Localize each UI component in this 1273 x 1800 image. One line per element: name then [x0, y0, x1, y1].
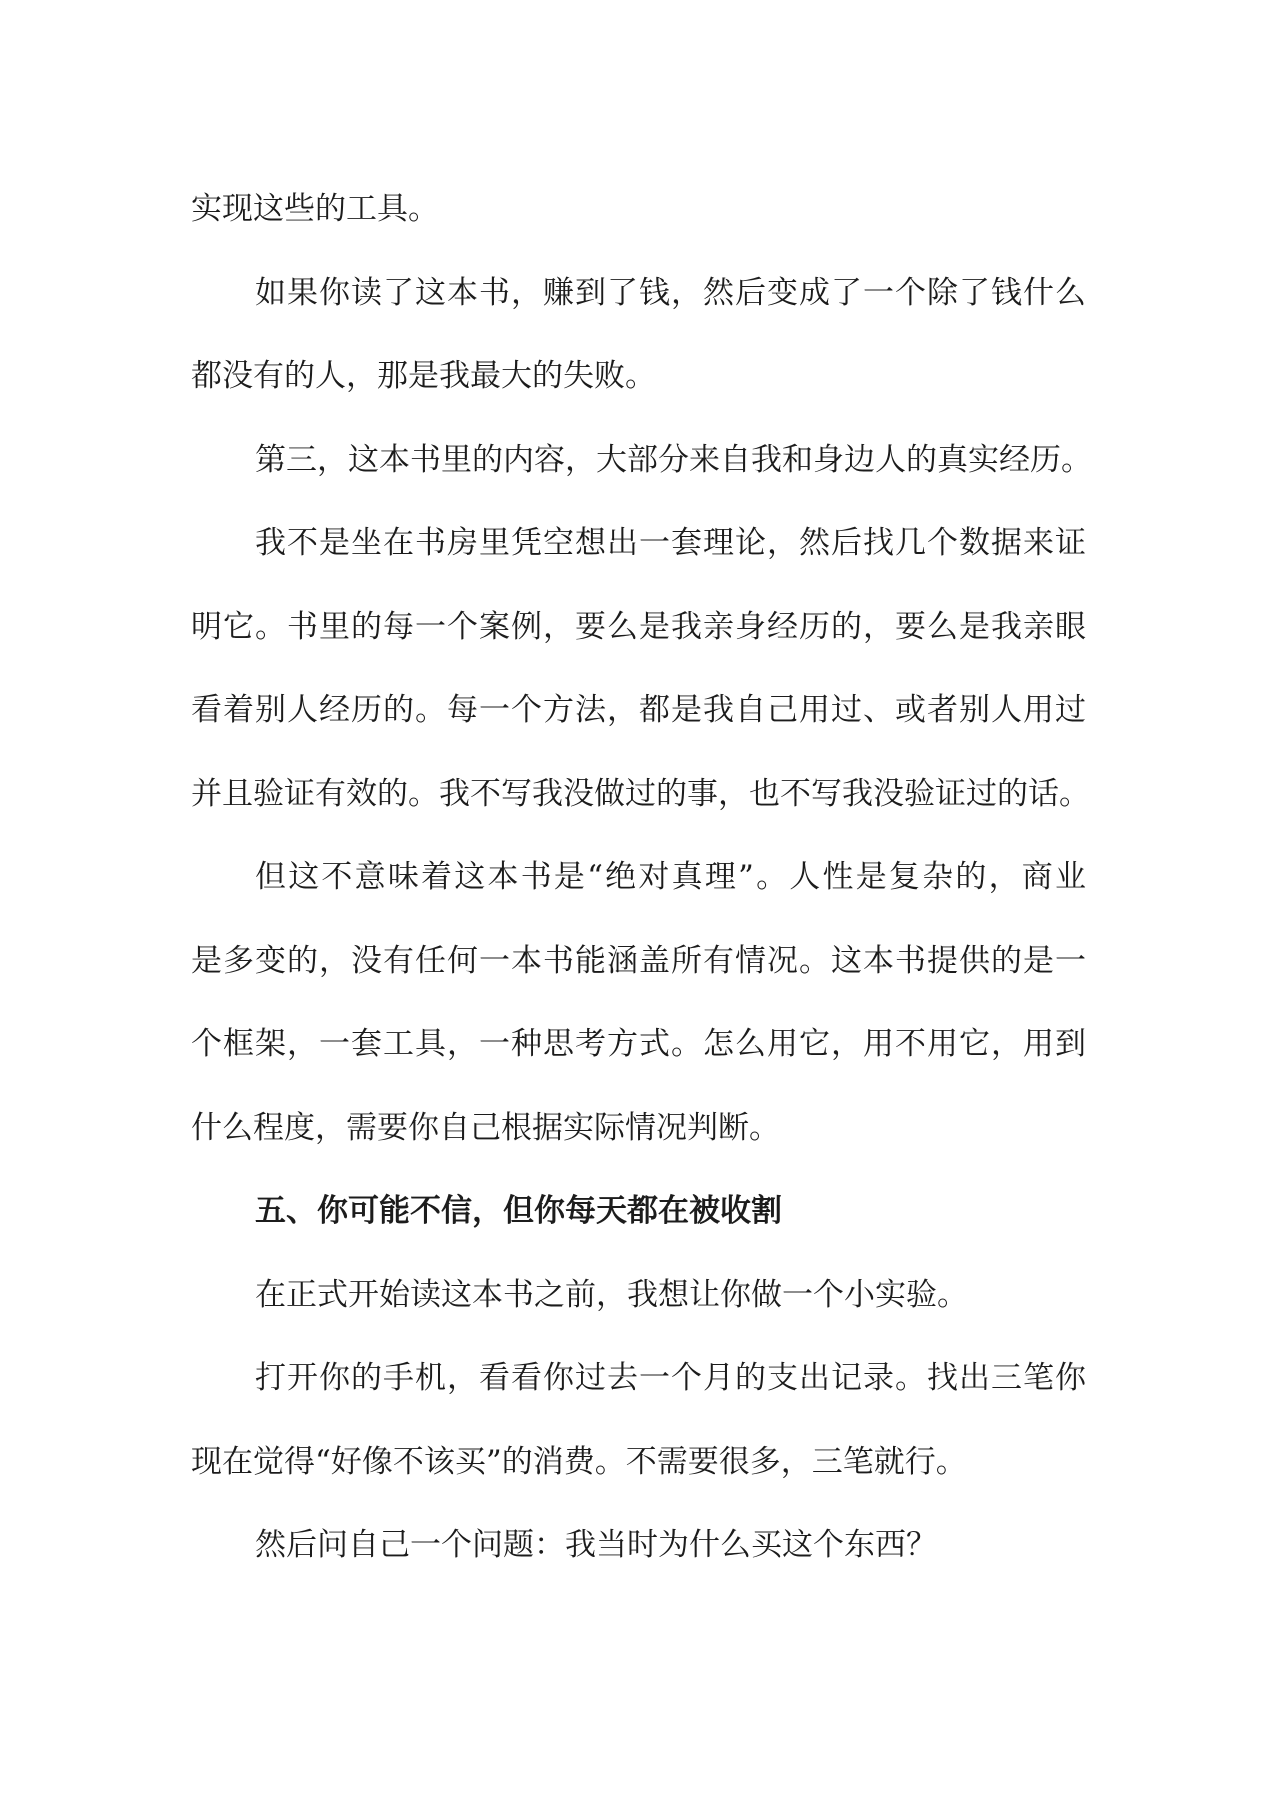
text-line: 是多变的，没有任何一本书能涵盖所有情况。这本书提供的是一 — [191, 942, 1086, 979]
text-line: 并且验证有效的。我不写我没做过的事，也不写我没验证过的话。 — [191, 775, 1090, 812]
paragraph-continuation — [191, 168, 1086, 252]
document-body — [191, 168, 1092, 1588]
text-line: 都没有的人，那是我最大的失败。 — [191, 358, 656, 394]
text-line: 实现这些的工具。 — [191, 191, 439, 227]
text-line: 个框架，一套工具，一种思考方式。怎么用它，用不用它，用到 — [191, 1026, 1086, 1062]
text-line: 但这不意味着这本书是“绝对真理”。人性是复杂的，商业 — [255, 859, 1086, 895]
paragraph — [191, 1254, 1086, 1338]
paragraph — [191, 502, 1090, 836]
paragraph — [191, 252, 1086, 419]
text-line: 什么程度，需要你自己根据实际情况判断。 — [191, 1109, 780, 1146]
paragraph — [191, 836, 1086, 1170]
text-line: 现在觉得“好像不该买”的消费。不需要很多，三笔就行。 — [191, 1443, 967, 1480]
text-line: 明它。书里的每一个案例，要么是我亲身经历的，要么是我亲眼 — [191, 608, 1086, 645]
paragraph — [191, 1504, 1086, 1588]
paragraph — [191, 1337, 1086, 1504]
text-line: 打开你的手机，看看你过去一个月的支出记录。找出三笔你 — [255, 1360, 1086, 1396]
text-line: 我不是坐在书房里凭空想出一套理论，然后找几个数据来证 — [255, 525, 1086, 561]
text-line: 第三，这本书里的内容，大部分来自我和身边人的真实经历。 — [255, 441, 1092, 478]
section-heading — [191, 1170, 1086, 1254]
text-line: 如果你读了这本书，赚到了钱，然后变成了一个除了钱什么 — [255, 274, 1086, 311]
section-heading-text: 五、你可能不信，但你每天都在被收割 — [255, 1193, 782, 1229]
text-line: 看着别人经历的。每一个方法，都是我自己用过、或者别人用过 — [191, 692, 1086, 728]
text-line: 在正式开始读这本书之前，我想让你做一个小实验。 — [255, 1276, 968, 1313]
paragraph — [191, 419, 1092, 503]
text-line: 然后问自己一个问题：我当时为什么买这个东西？ — [255, 1527, 937, 1563]
